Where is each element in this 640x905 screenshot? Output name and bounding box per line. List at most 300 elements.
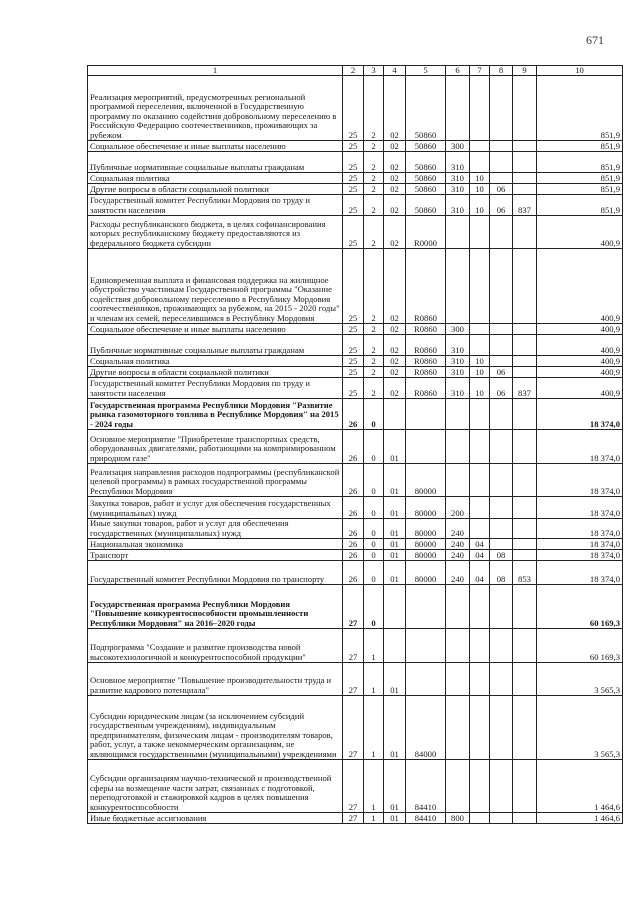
row-amount: 18 374,0 [537, 519, 623, 539]
row-amount: 851,9 [537, 152, 623, 173]
row-code-4: 01 [384, 497, 406, 519]
row-code-3: 2 [364, 378, 384, 399]
row-ministry-code [513, 356, 537, 367]
row-expense-type: 310 [446, 195, 470, 216]
row-ministry-code [513, 249, 537, 324]
column-header-10: 10 [537, 66, 623, 76]
row-code-2: 27 [343, 760, 364, 813]
row-expense-type [446, 399, 470, 430]
row-subsection [490, 813, 513, 824]
row-expense-type: 300 [446, 324, 470, 335]
row-expense-type: 240 [446, 539, 470, 550]
table-row [88, 173, 623, 184]
row-expense-type [446, 464, 470, 497]
row-code-4: 02 [384, 76, 406, 141]
row-description: Подпрограмма "Создание и развитие производства новой высокотехнологичной и конкурентоспособной продукции" [88, 629, 343, 663]
row-target-article: 50860 [406, 195, 446, 216]
row-section: 10 [470, 367, 490, 378]
row-section: 10 [470, 184, 490, 195]
row-target-article: R0000 [406, 216, 446, 249]
row-section [470, 399, 490, 430]
row-amount: 400,9 [537, 249, 623, 324]
row-code-4 [384, 629, 406, 663]
row-ministry-code [513, 539, 537, 550]
row-code-3: 1 [364, 760, 384, 813]
table-row [88, 519, 623, 539]
row-target-article: 84410 [406, 813, 446, 824]
row-code-4: 01 [384, 813, 406, 824]
row-description: Единовременная выплата и финансовая поддержка на жилищное обустройство участникам Государственной программы "Оказание содействия добровольному переселению в Республику Мордовия соотечественников, проживающих за рубежом, на 2015 - 2020 годы" и членам их семей, переселившимся в Республику Мордовия [88, 249, 343, 324]
row-code-2: 25 [343, 249, 364, 324]
row-section [470, 141, 490, 152]
row-code-3: 0 [364, 497, 384, 519]
row-description: Основное мероприятие "Повышение производительности труда и развитие кадрового потенциала" [88, 663, 343, 696]
row-ministry-code [513, 464, 537, 497]
row-code-3: 2 [364, 152, 384, 173]
row-amount: 18 374,0 [537, 497, 623, 519]
column-header-3: 3 [364, 66, 384, 76]
row-description: Социальная политика [88, 173, 343, 184]
row-ministry-code [513, 813, 537, 824]
row-code-2: 25 [343, 324, 364, 335]
row-amount: 400,9 [537, 356, 623, 367]
row-ministry-code [513, 663, 537, 696]
table-row [88, 195, 623, 216]
table-row [88, 497, 623, 519]
row-ministry-code [513, 367, 537, 378]
row-expense-type [446, 430, 470, 464]
row-code-3: 2 [364, 76, 384, 141]
row-subsection [490, 76, 513, 141]
row-section [470, 152, 490, 173]
row-code-4: 01 [384, 760, 406, 813]
row-target-article: 50860 [406, 173, 446, 184]
row-code-2: 26 [343, 539, 364, 550]
row-description: Основное мероприятие "Приобретение транспортных средств, оборудованных двигателями, работающими на компримированном природном газе" [88, 430, 343, 464]
row-description: Национальная экономика [88, 539, 343, 550]
row-code-4: 01 [384, 696, 406, 760]
row-ministry-code [513, 760, 537, 813]
table-row [88, 184, 623, 195]
row-code-3: 2 [364, 356, 384, 367]
header-row [88, 66, 623, 76]
row-target-article: 50860 [406, 184, 446, 195]
row-amount: 851,9 [537, 76, 623, 141]
row-subsection [490, 216, 513, 249]
row-code-3: 2 [364, 324, 384, 335]
row-code-3: 0 [364, 585, 384, 629]
row-section [470, 76, 490, 141]
row-target-article [406, 430, 446, 464]
table-row [88, 335, 623, 356]
row-ministry-code [513, 141, 537, 152]
row-amount: 18 374,0 [537, 399, 623, 430]
row-target-article: 80000 [406, 497, 446, 519]
row-code-3: 2 [364, 173, 384, 184]
row-expense-type: 310 [446, 173, 470, 184]
row-target-article [406, 585, 446, 629]
row-code-3: 0 [364, 561, 384, 585]
row-code-2: 26 [343, 430, 364, 464]
row-subsection [490, 324, 513, 335]
row-ministry-code [513, 629, 537, 663]
row-section [470, 585, 490, 629]
row-description: Иные бюджетные ассигнования [88, 813, 343, 824]
row-expense-type: 240 [446, 561, 470, 585]
row-subsection [490, 335, 513, 356]
row-target-article: R0860 [406, 249, 446, 324]
table-row [88, 152, 623, 173]
row-code-2: 25 [343, 173, 364, 184]
row-subsection [490, 152, 513, 173]
table-row [88, 561, 623, 585]
row-description: Социальное обеспечение и иные выплаты населению [88, 141, 343, 152]
row-amount: 18 374,0 [537, 539, 623, 550]
row-description: Государственный комитет Республики Мордовия по транспорту [88, 561, 343, 585]
column-header-9: 9 [513, 66, 537, 76]
row-code-4: 01 [384, 561, 406, 585]
row-code-3: 0 [364, 430, 384, 464]
row-section [470, 464, 490, 497]
row-amount: 60 169,3 [537, 629, 623, 663]
row-code-4: 01 [384, 539, 406, 550]
row-ministry-code [513, 497, 537, 519]
row-subsection [490, 173, 513, 184]
row-expense-type: 310 [446, 356, 470, 367]
row-amount: 400,9 [537, 367, 623, 378]
row-target-article: 80000 [406, 464, 446, 497]
row-code-2: 27 [343, 663, 364, 696]
row-code-2: 26 [343, 497, 364, 519]
row-code-4: 02 [384, 195, 406, 216]
row-code-4: 01 [384, 550, 406, 561]
row-expense-type: 310 [446, 184, 470, 195]
row-amount: 400,9 [537, 216, 623, 249]
row-ministry-code [513, 519, 537, 539]
row-section: 10 [470, 356, 490, 367]
table-row [88, 629, 623, 663]
row-code-2: 25 [343, 195, 364, 216]
row-expense-type: 310 [446, 367, 470, 378]
table-row [88, 141, 623, 152]
row-ministry-code [513, 696, 537, 760]
table-row [88, 378, 623, 399]
row-subsection [490, 696, 513, 760]
row-subsection: 06 [490, 184, 513, 195]
row-code-3: 2 [364, 367, 384, 378]
row-target-article [406, 663, 446, 696]
table-row [88, 696, 623, 760]
row-target-article: 80000 [406, 519, 446, 539]
row-section: 04 [470, 550, 490, 561]
row-description: Субсидии организациям научно-технической и производственной сферы на возмещение части затрат, связанных с подготовкой, переподготовкой и стажировкой кадров в целях повышения конкурентоспособности [88, 760, 343, 813]
row-target-article: 80000 [406, 550, 446, 561]
column-header-8: 8 [490, 66, 513, 76]
row-code-4: 01 [384, 663, 406, 696]
table-row [88, 550, 623, 561]
row-description: Социальная политика [88, 356, 343, 367]
row-subsection [490, 519, 513, 539]
row-section [470, 430, 490, 464]
row-expense-type [446, 629, 470, 663]
row-target-article: 84410 [406, 760, 446, 813]
row-code-4: 02 [384, 335, 406, 356]
row-section: 10 [470, 195, 490, 216]
row-section: 10 [470, 173, 490, 184]
row-ministry-code [513, 335, 537, 356]
row-target-article [406, 399, 446, 430]
row-expense-type [446, 760, 470, 813]
row-expense-type: 240 [446, 519, 470, 539]
row-amount: 3 565,3 [537, 696, 623, 760]
row-target-article: R0860 [406, 367, 446, 378]
row-section: 10 [470, 378, 490, 399]
row-subsection: 08 [490, 550, 513, 561]
row-expense-type: 310 [446, 378, 470, 399]
row-amount: 1 464,6 [537, 813, 623, 824]
row-section [470, 629, 490, 663]
row-target-article: 50860 [406, 76, 446, 141]
row-code-4: 01 [384, 464, 406, 497]
row-code-3: 0 [364, 464, 384, 497]
table-row [88, 760, 623, 813]
row-expense-type: 310 [446, 335, 470, 356]
row-amount: 18 374,0 [537, 561, 623, 585]
row-ministry-code: 837 [513, 195, 537, 216]
row-subsection [490, 249, 513, 324]
column-header-5: 5 [406, 66, 446, 76]
table-row [88, 663, 623, 696]
row-code-3: 0 [364, 399, 384, 430]
row-amount: 60 169,3 [537, 585, 623, 629]
row-ministry-code [513, 76, 537, 141]
row-code-2: 25 [343, 184, 364, 195]
row-description: Публичные нормативные социальные выплаты гражданам [88, 152, 343, 173]
row-code-4: 02 [384, 367, 406, 378]
row-code-4: 02 [384, 356, 406, 367]
table-row [88, 585, 623, 629]
row-code-3: 1 [364, 663, 384, 696]
row-code-4: 02 [384, 184, 406, 195]
row-amount: 851,9 [537, 173, 623, 184]
page-number: 671 [586, 33, 604, 47]
row-section [470, 249, 490, 324]
row-code-4: 02 [384, 378, 406, 399]
row-target-article [406, 629, 446, 663]
row-expense-type: 200 [446, 497, 470, 519]
row-expense-type: 800 [446, 813, 470, 824]
row-section [470, 335, 490, 356]
table-row [88, 430, 623, 464]
row-subsection [490, 663, 513, 696]
table-row [88, 356, 623, 367]
row-section [470, 696, 490, 760]
row-code-2: 26 [343, 464, 364, 497]
row-subsection: 08 [490, 561, 513, 585]
row-code-2: 26 [343, 550, 364, 561]
row-code-3: 1 [364, 629, 384, 663]
row-expense-type: 310 [446, 152, 470, 173]
row-code-4: 02 [384, 173, 406, 184]
row-amount: 400,9 [537, 335, 623, 356]
row-code-2: 25 [343, 356, 364, 367]
column-header-4: 4 [384, 66, 406, 76]
row-code-3: 2 [364, 249, 384, 324]
row-target-article: R0860 [406, 324, 446, 335]
row-code-2: 26 [343, 519, 364, 539]
table-row [88, 813, 623, 824]
row-description: Расходы республиканского бюджета, в целях софинансирования которых республиканскому бюджету предоставляются из федерального бюджета субсидии [88, 216, 343, 249]
row-expense-type [446, 216, 470, 249]
row-code-4: 02 [384, 141, 406, 152]
column-header-7: 7 [470, 66, 490, 76]
row-subsection [490, 141, 513, 152]
row-code-4 [384, 399, 406, 430]
row-section [470, 813, 490, 824]
row-ministry-code [513, 585, 537, 629]
row-section: 04 [470, 561, 490, 585]
column-header-1: 1 [88, 66, 343, 76]
row-code-4: 01 [384, 430, 406, 464]
row-subsection [490, 430, 513, 464]
row-description: Социальное обеспечение и иные выплаты населению [88, 324, 343, 335]
row-code-3: 2 [364, 184, 384, 195]
row-subsection: 06 [490, 195, 513, 216]
row-description: Государственный комитет Республики Мордовия по труду и занятости населения [88, 195, 343, 216]
budget-table [87, 65, 623, 824]
row-section [470, 760, 490, 813]
row-target-article: R0860 [406, 356, 446, 367]
row-subsection [490, 629, 513, 663]
row-description: Государственная программа Республики Мордовия "Развитие рынка газомоторного топлива в Республике Мордовия" на 2015 - 2024 годы [88, 399, 343, 430]
row-amount: 851,9 [537, 195, 623, 216]
row-target-article: 80000 [406, 561, 446, 585]
row-ministry-code [513, 550, 537, 561]
row-description: Субсидии юридическим лицам (за исключением субсидий государственным учреждениям), индивидуальным предпринимателям, физическим лицам - производителям товаров, работ, услуг, а также некоммерческим организациям, не являющимся государственными (муниципальными) учреждениями [88, 696, 343, 760]
row-code-2: 27 [343, 629, 364, 663]
row-description: Иные закупки товаров, работ и услуг для обеспечения государственных (муниципальных) нужд [88, 519, 343, 539]
row-description: Публичные нормативные социальные выплаты гражданам [88, 335, 343, 356]
row-code-2: 25 [343, 152, 364, 173]
row-amount: 3 565,3 [537, 663, 623, 696]
row-target-article: R0860 [406, 335, 446, 356]
row-code-4: 02 [384, 216, 406, 249]
row-code-3: 2 [364, 216, 384, 249]
row-section: 04 [470, 539, 490, 550]
row-target-article: R0860 [406, 378, 446, 399]
row-subsection: 06 [490, 378, 513, 399]
row-code-2: 25 [343, 367, 364, 378]
row-code-2: 25 [343, 335, 364, 356]
row-description: Государственный комитет Республики Мордовия по труду и занятости населения [88, 378, 343, 399]
table-row [88, 539, 623, 550]
row-section [470, 497, 490, 519]
row-code-2: 26 [343, 561, 364, 585]
row-ministry-code [513, 430, 537, 464]
table-row [88, 249, 623, 324]
row-target-article: 50860 [406, 152, 446, 173]
row-subsection [490, 760, 513, 813]
row-subsection [490, 497, 513, 519]
row-code-3: 0 [364, 550, 384, 561]
row-expense-type [446, 585, 470, 629]
row-code-2: 25 [343, 378, 364, 399]
row-code-4 [384, 585, 406, 629]
row-subsection [490, 585, 513, 629]
row-subsection [490, 539, 513, 550]
row-ministry-code [513, 399, 537, 430]
row-ministry-code [513, 173, 537, 184]
row-amount: 851,9 [537, 184, 623, 195]
row-expense-type [446, 663, 470, 696]
table-row [88, 464, 623, 497]
row-amount: 851,9 [537, 141, 623, 152]
row-code-3: 0 [364, 519, 384, 539]
row-expense-type [446, 76, 470, 141]
row-subsection: 06 [490, 367, 513, 378]
row-subsection [490, 399, 513, 430]
row-code-4: 02 [384, 249, 406, 324]
row-code-2: 25 [343, 141, 364, 152]
row-ministry-code [513, 324, 537, 335]
row-code-2: 27 [343, 696, 364, 760]
row-target-article: 84000 [406, 696, 446, 760]
row-code-4: 01 [384, 519, 406, 539]
row-amount: 400,9 [537, 324, 623, 335]
row-description: Реализация мероприятий, предусмотренных региональной программой переселения, включенной в Государственную программу по оказанию содействия добровольному переселению в Российскую Федерацию соотечественников, проживающих за рубежом [88, 76, 343, 141]
row-code-4: 02 [384, 324, 406, 335]
row-amount: 1 464,6 [537, 760, 623, 813]
row-code-3: 2 [364, 141, 384, 152]
column-header-6: 6 [446, 66, 470, 76]
row-code-2: 27 [343, 585, 364, 629]
row-subsection [490, 464, 513, 497]
row-code-3: 2 [364, 335, 384, 356]
row-ministry-code [513, 184, 537, 195]
row-code-3: 1 [364, 813, 384, 824]
row-target-article: 50860 [406, 141, 446, 152]
row-ministry-code: 853 [513, 561, 537, 585]
row-ministry-code [513, 216, 537, 249]
row-description: Закупка товаров, работ и услуг для обеспечения государственных (муниципальных) нужд [88, 497, 343, 519]
row-amount: 18 374,0 [537, 464, 623, 497]
row-code-2: 25 [343, 76, 364, 141]
row-amount: 400,9 [537, 378, 623, 399]
row-expense-type: 240 [446, 550, 470, 561]
row-description: Другие вопросы в области социальной политики [88, 184, 343, 195]
row-amount: 18 374,0 [537, 550, 623, 561]
table-row [88, 367, 623, 378]
table-row [88, 216, 623, 249]
row-target-article: 80000 [406, 539, 446, 550]
row-subsection [490, 356, 513, 367]
column-header-2: 2 [343, 66, 364, 76]
row-section [470, 519, 490, 539]
table-row [88, 399, 623, 430]
row-expense-type [446, 249, 470, 324]
row-amount: 18 374,0 [537, 430, 623, 464]
row-expense-type [446, 696, 470, 760]
row-section [470, 216, 490, 249]
row-section [470, 324, 490, 335]
row-description: Реализация направления расходов подпрограммы (республиканской целевой программы) в рамках государственной программы Республики Мордовия [88, 464, 343, 497]
row-code-2: 27 [343, 813, 364, 824]
row-code-2: 25 [343, 216, 364, 249]
row-description: Другие вопросы в области социальной политики [88, 367, 343, 378]
row-code-3: 1 [364, 696, 384, 760]
row-code-2: 26 [343, 399, 364, 430]
table-row [88, 76, 623, 141]
